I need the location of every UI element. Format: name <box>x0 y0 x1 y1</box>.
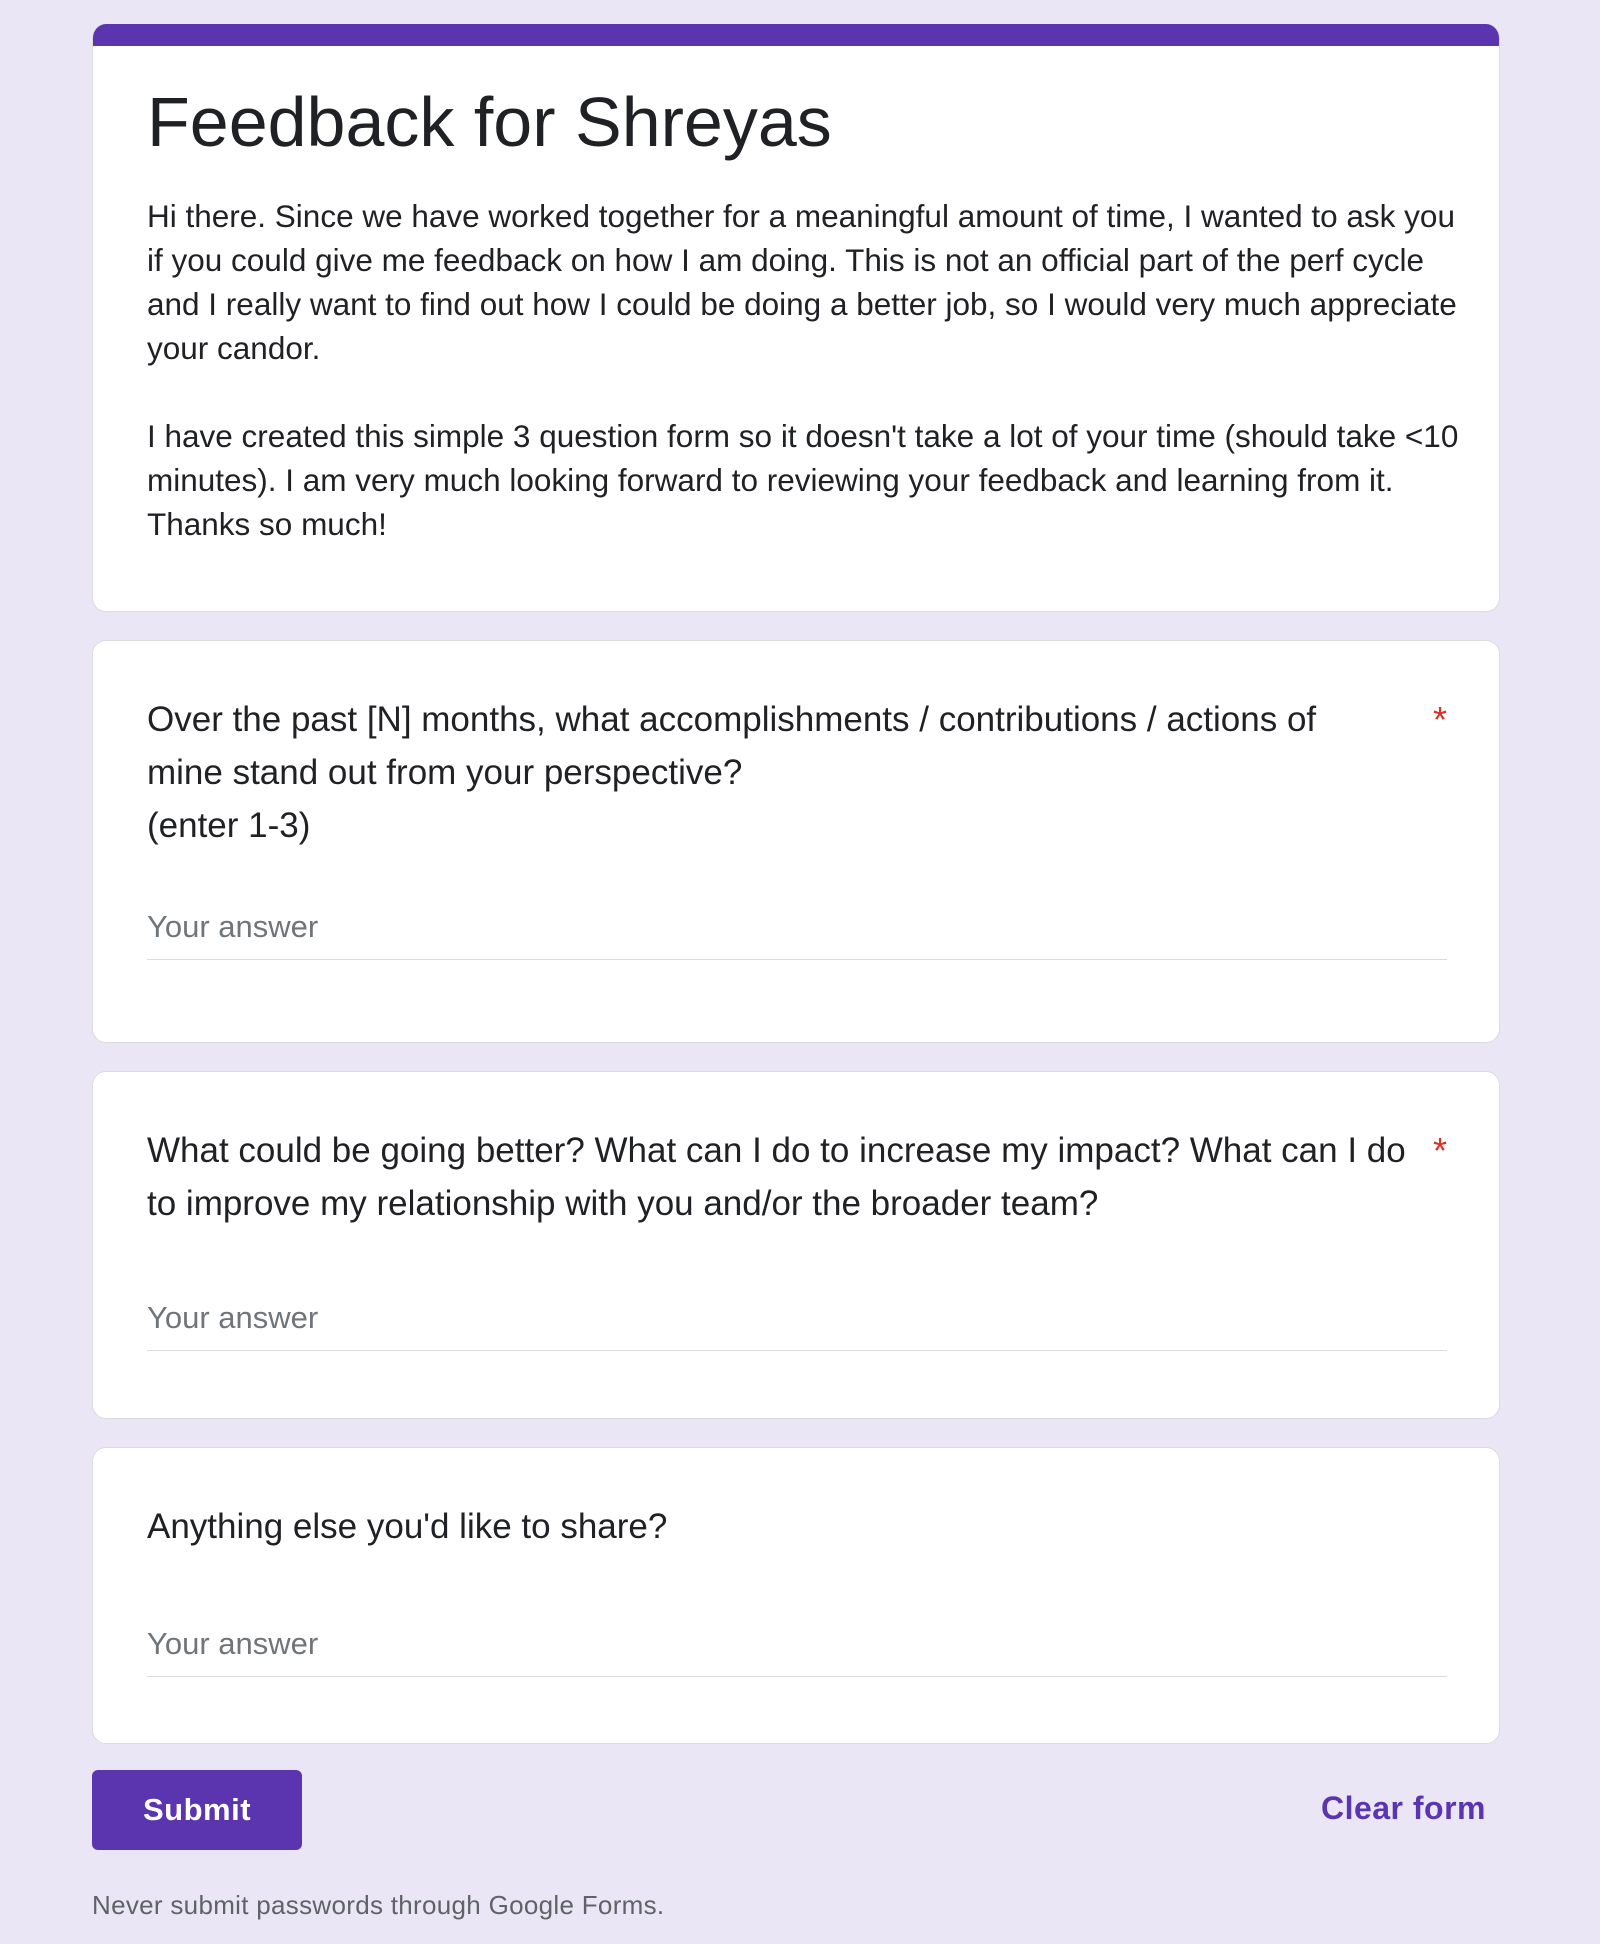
required-asterisk: * <box>1432 1130 1447 1171</box>
password-disclaimer: Never submit passwords through Google Forms. <box>92 1890 665 1920</box>
form-container <box>92 24 1500 1921</box>
question-title <box>147 1124 1447 1230</box>
answer-input-accomplishments[interactable] <box>147 909 1447 960</box>
header-accent-bar <box>93 24 1499 46</box>
question-text-line: What could be going better? What can I do to increase my impact? What can I do <box>147 1131 1406 1170</box>
question-title <box>147 1500 1447 1553</box>
form-header-card <box>92 24 1500 612</box>
question-text-line: mine stand out from your perspective? <box>147 753 743 792</box>
form-title: Feedback for Shreyas <box>147 83 832 161</box>
clear-form-button[interactable]: Clear form <box>1320 1790 1486 1826</box>
form-description <box>147 194 1467 546</box>
required-asterisk: * <box>1432 699 1447 740</box>
description-paragraph: Hi there. Since we have worked together for a meaningful amount of time, I wanted to ask you if you could give me feedback on how I am doing. This is not an official part of the perf cycle and I really want to find out how I could be doing a better job, so I would very much appreciate your candor. <box>147 198 1457 366</box>
question-text-line: to improve my relationship with you and/or the broader team? <box>147 1184 1099 1223</box>
answer-input-anything-else[interactable] <box>147 1626 1447 1677</box>
submit-button[interactable]: Submit <box>92 1770 302 1850</box>
question-card-accomplishments <box>92 640 1500 1043</box>
description-paragraph: I have created this simple 3 question form so it doesn't take a lot of your time (should take <10 minutes). I am very much looking forward to reviewing your feedback and learning from it. Thanks so much! <box>147 418 1459 542</box>
question-text-line: Anything else you'd like to share? <box>147 1507 668 1546</box>
form-actions <box>92 1770 1500 1850</box>
question-text-line: (enter 1-3) <box>147 806 311 845</box>
question-title <box>147 693 1447 852</box>
question-card-improvements <box>92 1071 1500 1419</box>
question-text-line: Over the past [N] months, what accomplishments / contributions / actions of <box>147 700 1317 739</box>
answer-input-improvements[interactable] <box>147 1300 1447 1351</box>
question-card-anything-else <box>92 1447 1500 1744</box>
